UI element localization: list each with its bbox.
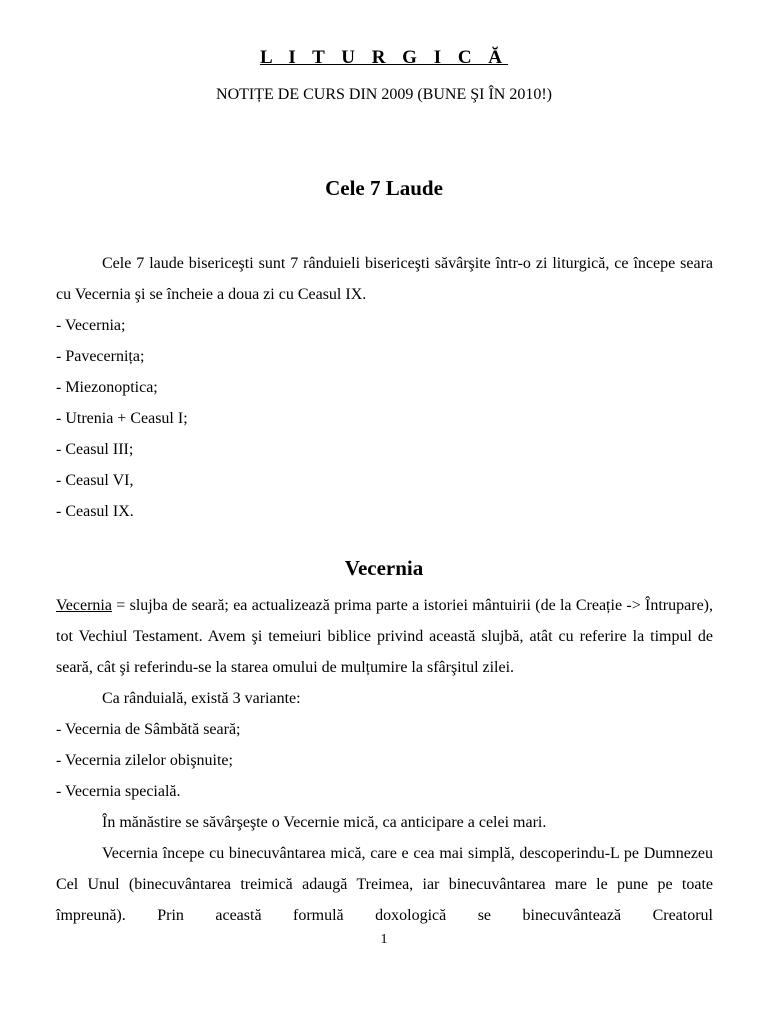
document-title: L I T U R G I C Ă [259, 47, 509, 68]
section-laude-body [56, 248, 713, 527]
intro-paragraph: Cele 7 laude bisericeşti sunt 7 rânduieli bisericeşti săvârşite într-o zi liturgică, ce începe seara cu Vecernia şi se încheie a doua zi cu Ceasul IX. [56, 255, 713, 303]
start-paragraph: Vecernia începe cu binecuvântarea mică, care e cea mai simplă, descoperindu-L pe Dumnezeu Cel Unul (binecuvântarea treimică adaugă Treimea, iar binecuvântarea mare le pune pe toate împreună). Prin această formulă doxologică se binecuvântează Creatorul [56, 845, 713, 924]
definition-paragraph [56, 590, 713, 683]
defined-term: Vecernia [56, 597, 112, 614]
monastery-paragraph: În mănăstire se săvârşeşte o Vecernie mică, ca anticipare a celei mari. [102, 814, 547, 831]
list-item: - Vecernia; [56, 317, 126, 334]
list-item: - Pavecernița; [56, 348, 145, 365]
variants-intro: Ca rânduială, există 3 variante: [102, 690, 301, 707]
list-item: - Ceasul VI, [56, 472, 134, 489]
list-item: - Utrenia + Ceasul I; [56, 410, 188, 427]
list-item: - Vecernia de Sâmbătă seară; [56, 721, 241, 738]
page-number: 1 [380, 932, 388, 947]
document-subtitle: NOTIȚE DE CURS DIN 2009 (BUNE ŞI ÎN 2010!) [216, 86, 552, 103]
definition-text: = slujba de seară; ea actualizează prima parte a istoriei mântuirii (de la Creație -> Întrupare), tot Vechiul Testament. Avem şi temeiuri biblice privind această slujbă, atât cu referire la timpul de seară, cât şi referindu-se la starea omului de mulțumire la sfârşitul zilei. [56, 597, 713, 676]
section-heading-vecernia: Vecernia [344, 556, 424, 580]
list-item: - Miezonoptica; [56, 379, 158, 396]
list-item: - Vecernia specială. [56, 783, 181, 800]
list-item: - Vecernia zilelor obişnuite; [56, 752, 233, 769]
list-item: - Ceasul IX. [56, 503, 134, 520]
section-vecernia-body [56, 590, 713, 931]
section-heading-laude: Cele 7 Laude [325, 176, 443, 200]
list-item: - Ceasul III; [56, 441, 134, 458]
